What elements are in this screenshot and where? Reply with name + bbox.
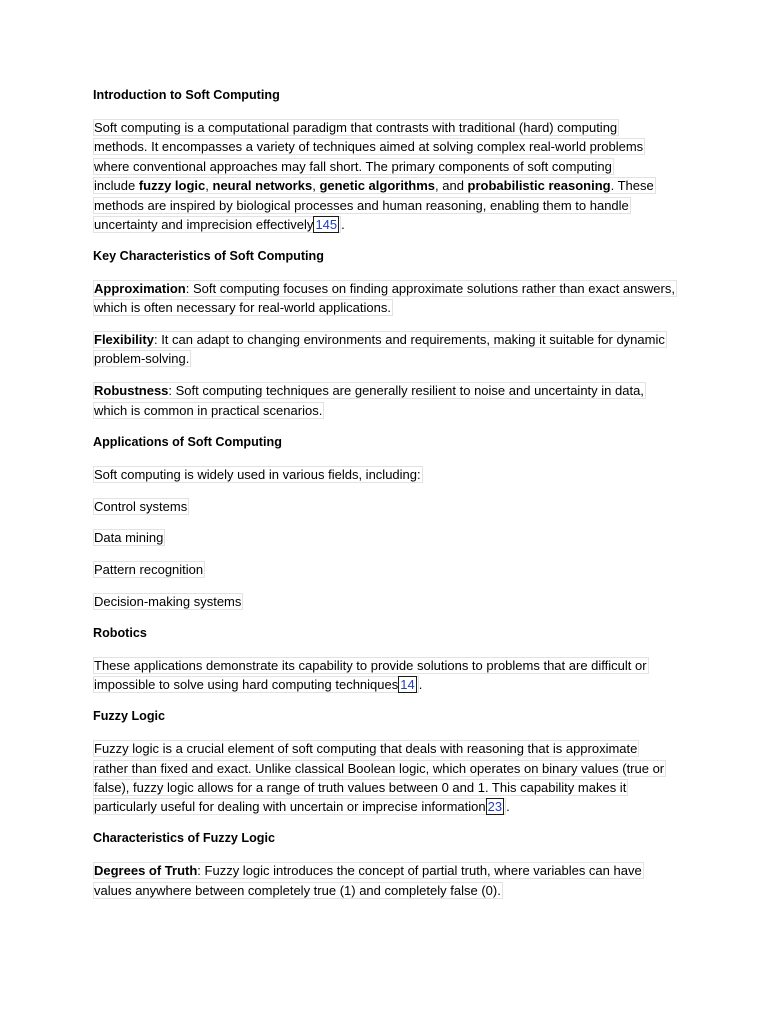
text-line: Approximation: Soft computing focuses on finding approximate solutions rather than exact answers, xyxy=(94,280,675,296)
text-line: Soft computing is widely used in various fields, including: xyxy=(94,466,421,482)
list-item xyxy=(93,560,683,579)
text-line: methods are inspired by biological processes and human reasoning, enabling them to handle xyxy=(94,197,629,213)
text-line: Robustness: Soft computing techniques are generally resilient to noise and uncertainty in data, xyxy=(94,383,644,399)
text-line: methods. It encompasses a variety of techniques aimed at solving complex real-world problems xyxy=(94,139,644,155)
heading-fuzzy-logic: Fuzzy Logic xyxy=(93,709,166,724)
term-neural-networks: neural networks xyxy=(212,178,313,194)
heading-intro: Introduction to Soft Computing xyxy=(93,88,280,102)
list-item-decision-making: Decision-making systems xyxy=(94,594,242,610)
heading-key-characteristics: Key Characteristics of Soft Computing xyxy=(93,248,324,263)
term-robustness: Robustness xyxy=(94,383,169,399)
heading-robotics: Robotics xyxy=(93,626,147,641)
text-line: problem-solving. xyxy=(94,351,190,367)
paragraph-robustness xyxy=(93,381,683,420)
term-genetic-algorithms: genetic algorithms xyxy=(319,178,436,194)
heading-fuzzy-characteristics: Characteristics of Fuzzy Logic xyxy=(93,831,275,846)
text-line: uncertainty and imprecision effectively 145 xyxy=(93,216,341,233)
paragraph-fuzzy-logic: Fuzzy logic is a crucial element of soft computing that deals with reasoning that is approximate rather than fixed and exact. Unlike classical Boolean logic, which operates on binary values (true or false), fuzzy logic allows for a range of truth values between 0 and 1. This capability makes it particularly useful for dealing with uncertain or imprecise information 23 . xyxy=(94,741,665,815)
term-fuzzy-logic: fuzzy logic xyxy=(138,178,206,194)
term-flexibility: Flexibility xyxy=(94,332,154,348)
text-line: Soft computing is a computational paradigm that contrasts with traditional (hard) computing xyxy=(94,119,618,135)
text-line: false), fuzzy logic allows for a range of truth values between 0 and 1. This capability makes it xyxy=(94,780,627,796)
citation-link-14[interactable]: 14 xyxy=(400,677,415,693)
text-line: Fuzzy logic is a crucial element of soft computing that deals with reasoning that is approximate xyxy=(94,741,638,757)
document-page xyxy=(93,86,683,913)
term-probabilistic-reasoning: probabilistic reasoning xyxy=(467,178,611,194)
text-line: which is often necessary for real-world applications. xyxy=(94,300,391,316)
text-line: Degrees of Truth: Fuzzy logic introduces the concept of partial truth, where variables can have xyxy=(94,863,642,879)
paragraph-approximation xyxy=(93,279,683,318)
text-line: rather than fixed and exact. Unlike classical Boolean logic, which operates on binary values (true or xyxy=(94,760,665,776)
list-item xyxy=(93,497,683,516)
text-line: include fuzzy logic, neural networks, genetic algorithms, and probabilistic reasoning. These xyxy=(94,178,654,194)
list-item-data-mining: Data mining xyxy=(94,530,164,546)
text-line: particularly useful for dealing with uncertain or imprecise information 23 xyxy=(93,798,506,815)
text-line: These applications demonstrate its capability to provide solutions to problems that are difficult or xyxy=(94,658,647,674)
list-item-control-systems: Control systems xyxy=(94,498,188,514)
text-line: which is common in practical scenarios. xyxy=(94,402,323,418)
text-line: Flexibility: It can adapt to changing environments and requirements, making it suitable for dynamic xyxy=(94,332,665,348)
citation-link-145[interactable]: 145 xyxy=(315,216,338,232)
term-degrees-of-truth: Degrees of Truth xyxy=(94,863,198,879)
text-line: values anywhere between completely true (1) and completely false (0). xyxy=(94,882,501,898)
text-line: impossible to solve using hard computing techniques 14 xyxy=(93,676,419,693)
citation-link-23[interactable]: 23 xyxy=(487,799,503,815)
paragraph-degrees-of-truth xyxy=(93,861,683,900)
term-approximation: Approximation xyxy=(94,280,186,296)
list-item xyxy=(93,528,683,547)
paragraph-intro: Soft computing is a computational paradigm that contrasts with traditional (hard) computing methods. It encompasses a variety of techniques aimed at solving complex real-world problems where conventional approaches may fall short. The primary components of soft computing include fuzzy logic, neural networks, genetic algorithms, and probabilistic reasoning. These methods are inspired by biological processes and human reasoning, enabling them to handle uncertainty and imprecision effectively 145 . xyxy=(94,119,654,232)
text-line: where conventional approaches may fall short. The primary components of soft computing xyxy=(94,158,612,174)
paragraph-applications-close: These applications demonstrate its capability to provide solutions to problems that are difficult or impossible to solve using hard computing techniques 14 . xyxy=(94,658,647,693)
list-item-pattern-recognition: Pattern recognition xyxy=(94,562,204,578)
list-item xyxy=(93,592,683,611)
paragraph-flexibility xyxy=(93,330,683,369)
heading-applications: Applications of Soft Computing xyxy=(93,434,282,449)
paragraph-applications-intro xyxy=(93,465,683,484)
